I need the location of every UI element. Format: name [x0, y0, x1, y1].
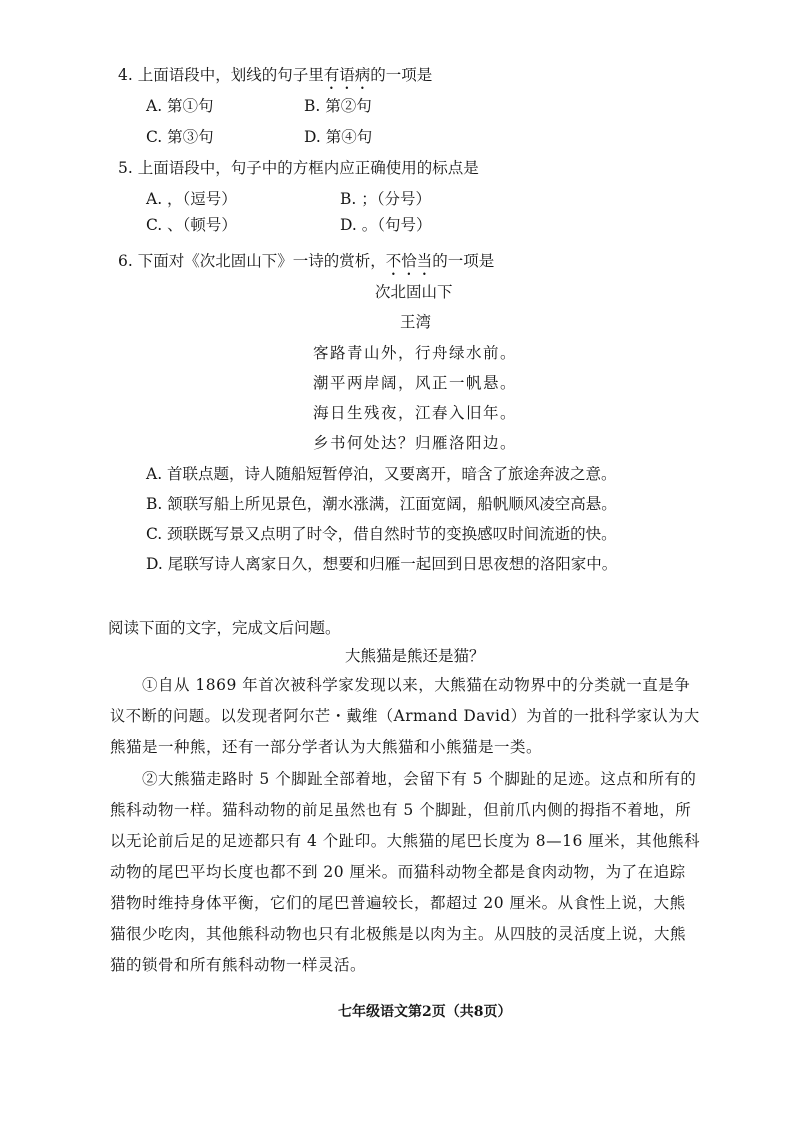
poem-line: 乡书何处达？归雁洛阳边。: [313, 434, 518, 452]
poem-line: 潮平两岸阔，风正一帆悬。: [313, 374, 518, 392]
q5-option-a: A. ，（逗号）: [146, 190, 237, 208]
page-footer: 七年级语文第2页（共8页）: [338, 1004, 512, 1020]
q5-stem: 5. 上面语段中，句子中的方框内应正确使用的标点是: [118, 159, 479, 177]
passage-line: ②大熊猫走路时 5 个脚趾全部着地，会留下有 5 个脚趾的足迹。这点和所有的: [142, 770, 697, 788]
poem-title: 次北固山下: [375, 283, 453, 301]
poem-author: 王湾: [400, 313, 432, 331]
passage-line: 熊猫是一种熊，还有一部分学者认为大熊猫和小熊猫是一类。: [110, 738, 543, 756]
passage-line: 猫的锁骨和所有熊科动物一样灵活。: [110, 956, 367, 974]
poem-line: 海日生残夜，江春入旧年。: [313, 404, 518, 422]
q4-option-b: B. 第②句: [304, 97, 372, 115]
reading-instruction: 阅读下面的文字，完成文后问题。: [108, 619, 341, 637]
q6-emphasis: 不恰当: [385, 252, 433, 270]
passage-line: 议不断的问题。以发现者阿尔芒・戴维（Armand David）为首的一批科学家认为大: [110, 707, 700, 725]
q6-option-a: A. 首联点题，诗人随船短暂停泊，又要离开，暗含了旅途奔波之意。: [146, 465, 617, 483]
poem-line: 客路青山外，行舟绿水前。: [313, 344, 518, 362]
q5-option-b: B. ；（分号）: [340, 190, 431, 208]
passage-line: ①自从 1869 年首次被科学家发现以来，大熊猫在动物界中的分类就一直是争: [142, 676, 691, 694]
q5-option-d: D. 。（句号）: [340, 216, 432, 234]
passage-line: 动物的尾巴平均长度也都不到 20 厘米。而猫科动物全都是食肉动物，为了在追踪: [110, 863, 686, 881]
passage-line: 以无论前后足的足迹都只有 4 个趾印。大熊猫的尾巴长度为 8—16 厘米，其他熊科: [110, 832, 700, 850]
q4-option-a: A. 第①句: [146, 97, 214, 115]
q4-stem: 4. 上面语段中，划线的句子里有语病的一项是: [118, 66, 433, 84]
passage-title: 大熊猫是熊还是猫？: [345, 647, 485, 665]
q6-option-b: B. 颔联写船上所见景色，潮水涨满，江面宽阔，船帆顺风凌空高悬。: [146, 495, 617, 513]
q6-option-d: D. 尾联写诗人离家日久，想要和归雁一起回到日思夜想的洛阳家中。: [146, 555, 618, 573]
q5-option-c: C. 、（顿号）: [146, 216, 237, 234]
passage-line: 猫很少吃肉，其他熊科动物也只有北极熊是以肉为主。从四肢的灵活度上说，大熊: [110, 925, 687, 943]
passage-line: 熊科动物一样。猫科动物的前足虽然也有 5 个脚趾，但前爪内侧的拇指不着地，所: [110, 801, 692, 819]
passage-line: 猎物时维持身体平衡，它们的尾巴普遍较长，都超过 20 厘米。从食性上说，大熊: [110, 894, 686, 912]
q4-option-d: D. 第④句: [304, 128, 373, 146]
q4-option-c: C. 第③句: [146, 128, 214, 146]
q6-stem: 6. 下面对《次北固山下》一诗的赏析，不恰当的一项是: [118, 252, 495, 270]
q6-option-c: C. 颈联既写景又点明了时令，借自然时节的变换感叹时间流逝的快。: [146, 525, 617, 543]
q4-emphasis: 有语病: [323, 66, 371, 84]
